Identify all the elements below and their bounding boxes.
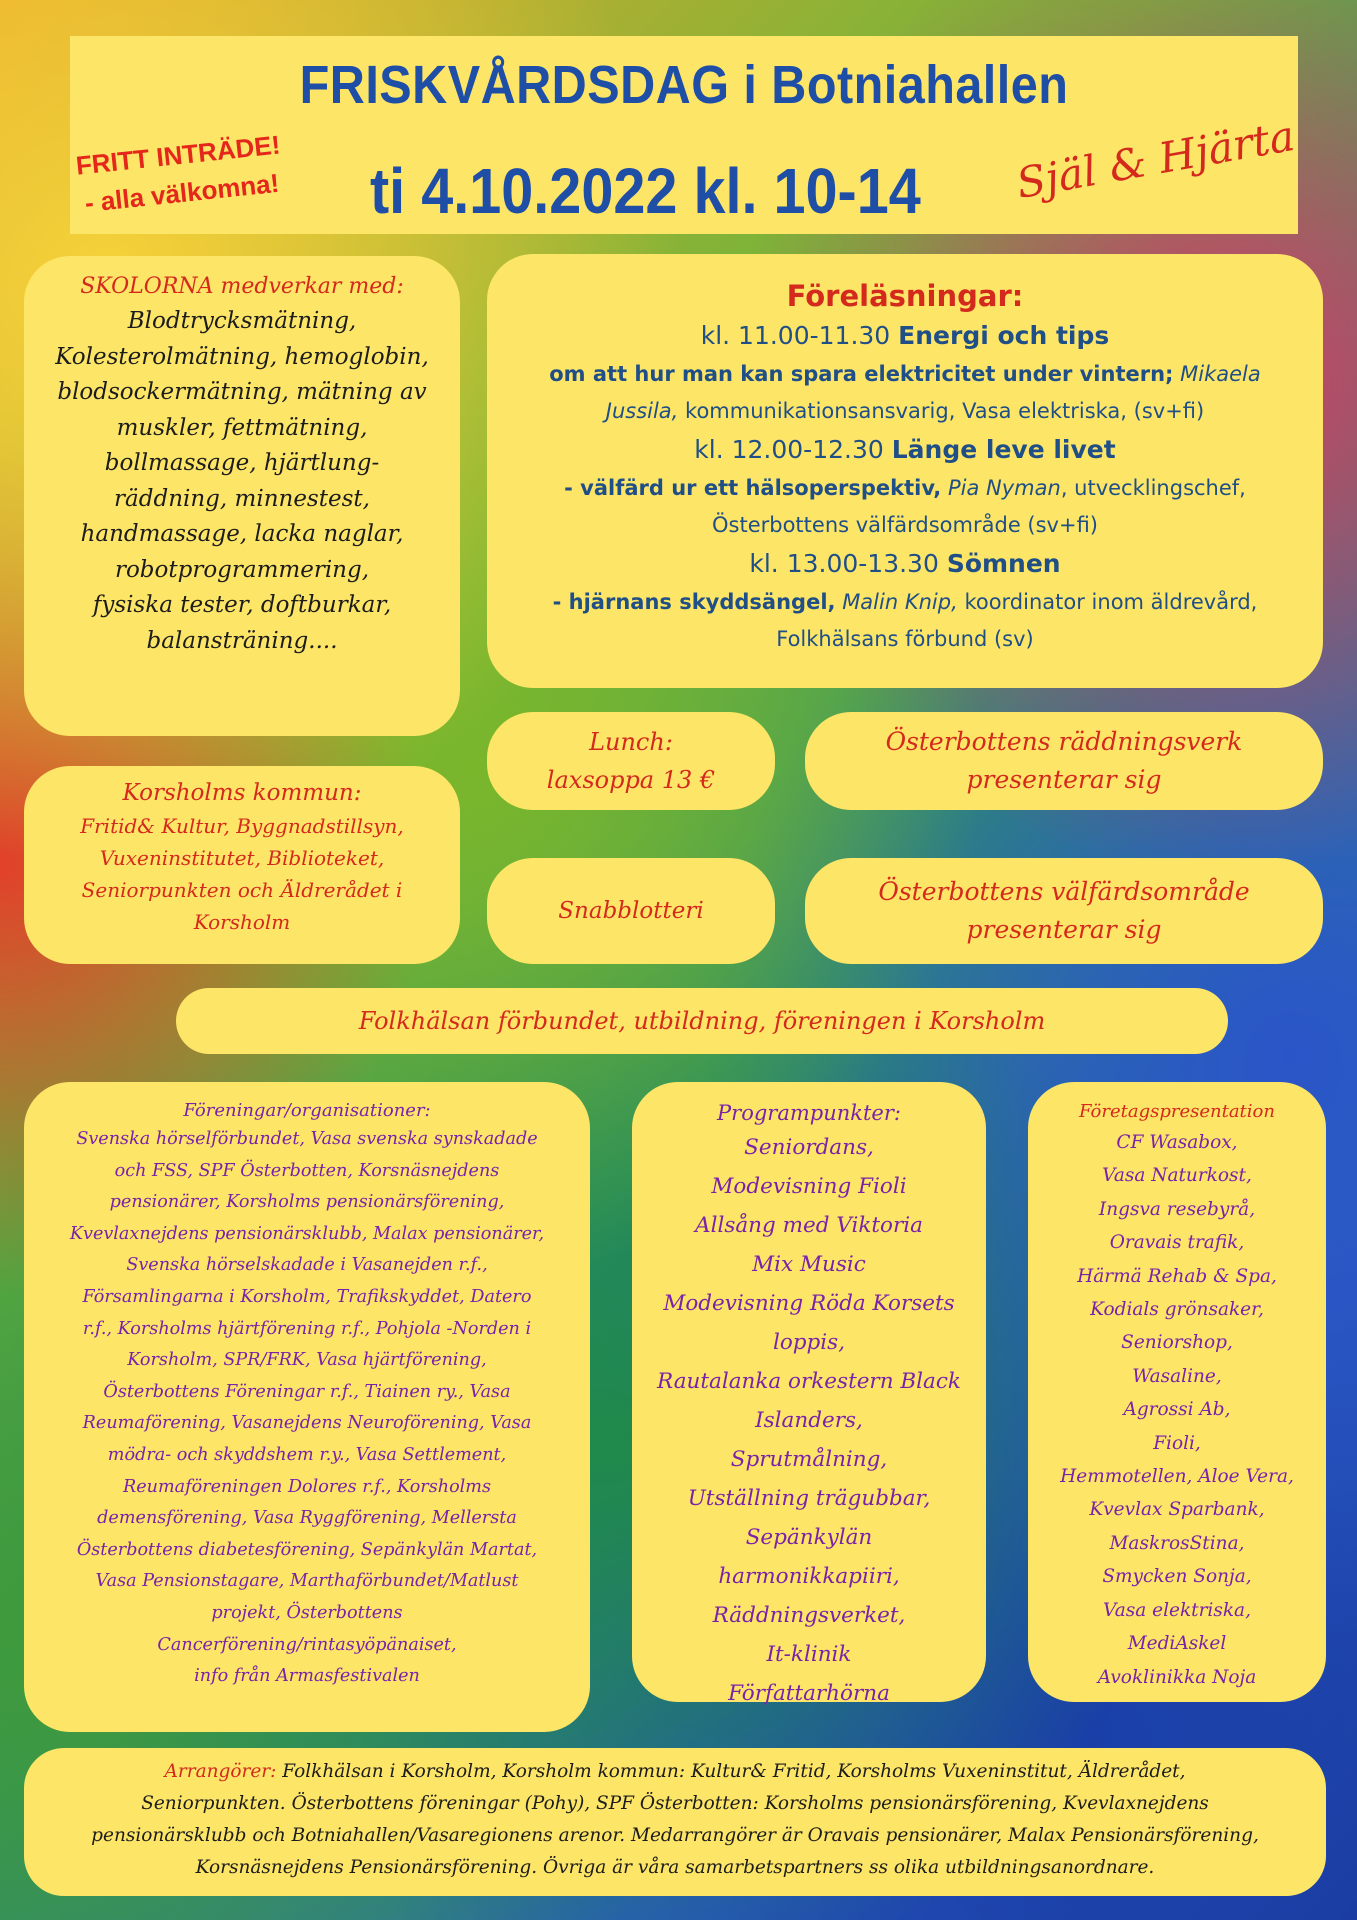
associations-line: Österbottens Föreningar r.f., Tiainen ry., Vasa <box>103 1381 511 1402</box>
associations-line: Vasa Pensionstagare, Marthaförbundet/Matlust <box>95 1571 519 1592</box>
program-item: Islanders, <box>755 1408 863 1433</box>
company-item: MediAskel <box>1127 1633 1227 1655</box>
lecture-speaker: Mikaela Jussila, <box>605 362 1261 423</box>
program-item: Utställning trägubbar, <box>687 1486 931 1511</box>
lecture-role: kommunikationsansvarig, Vasa elektriska, (sv+fi) <box>685 399 1205 423</box>
lecture-item <box>487 430 1323 544</box>
company-item: Fioli, <box>1153 1432 1201 1454</box>
korsholm-list <box>24 810 460 938</box>
lunch-box <box>487 712 775 810</box>
lecture-speaker: Pia Nyman <box>947 476 1061 500</box>
lottery-box <box>487 858 775 964</box>
rescue-service-line1: Österbottens räddningsverk <box>885 727 1243 756</box>
program-item: Allsång med Viktoria <box>695 1213 923 1238</box>
associations-list <box>24 1124 590 1693</box>
companies-list <box>1028 1126 1326 1694</box>
associations-line: Församlingarna i Korsholm, Trafikskyddet, Datero <box>82 1286 532 1307</box>
schools-item: handmassage, lacka naglar, <box>80 521 404 547</box>
korsholm-box <box>24 766 460 964</box>
associations-line: demensförening, Vasa Ryggförening, Mellersta <box>97 1508 517 1529</box>
lecture-item <box>487 316 1323 430</box>
folkhalsan-label: Folkhälsan förbundet, utbildning, föreningen i Korsholm <box>358 1007 1046 1035</box>
folkhalsan-box <box>176 988 1228 1054</box>
lecture-title: Länge leve livet <box>891 435 1116 464</box>
associations-line: mödra- och skyddshem r.y., Vasa Settlement, <box>107 1444 507 1465</box>
associations-line: Österbottens diabetesförening, Sepänkylän Martat, <box>76 1539 538 1560</box>
program-item: Författarhörna <box>728 1681 890 1706</box>
lecture-title: Sömnen <box>946 549 1061 578</box>
organizers-line: Folkhälsan i Korsholm, Korsholm kommun: Kultur& Fritid, Korsholms Vuxeninstitut, Äldrerådet, <box>282 1761 1186 1782</box>
lecture-role: , utvecklingschef, Österbottens välfärdsområde (sv+fi) <box>712 476 1246 537</box>
company-item: Kodials grönsaker, <box>1090 1299 1264 1321</box>
company-item: Hemmotellen, Aloe Vera, <box>1060 1466 1294 1488</box>
associations-line: Reumaföreningen Dolores r.f., Korsholms <box>122 1476 492 1497</box>
lecture-title: Energi och tips <box>898 321 1110 350</box>
program-item: Räddningsverket, <box>712 1603 906 1628</box>
schools-item: balansträning.... <box>146 627 338 654</box>
organizers-label: Arrangörer: <box>164 1761 277 1782</box>
schools-item: Kolesterolmätning, hemoglobin, <box>55 343 429 370</box>
company-item: Oravais trafik, <box>1109 1232 1245 1254</box>
schools-heading: SKOLORNA medverkar med: <box>80 274 404 299</box>
welfare-area-line2: presenterar sig <box>966 915 1162 944</box>
lecture-role: koordinator inom äldrevård, Folkhälsans förbund (sv) <box>776 590 1258 651</box>
lunch-menu: laxsoppa 13 € <box>546 766 716 794</box>
lecture-time: kl. 12.00-12.30 <box>694 435 884 464</box>
program-item: Sepänkylän <box>745 1525 873 1550</box>
associations-line: Cancerförening/rintasyöpänaiset, <box>157 1634 457 1655</box>
organizers-line: Seniorpunkten. Österbottens föreningar (Pohy), SPF Österbotten: Korsholms pensionärsförening, Kvevlaxnejdens <box>141 1793 1209 1814</box>
schools-box <box>24 256 460 736</box>
program-item: Sprutmålning, <box>730 1447 888 1472</box>
lecture-time: kl. 11.00-11.30 <box>700 321 891 350</box>
associations-line: och FSS, SPF Österbotten, Korsnäsnejdens <box>114 1160 500 1181</box>
company-item: Agrossi Ab, <box>1123 1399 1231 1421</box>
schools-item: robotprogrammering, <box>114 556 370 583</box>
program-item: It-klinik <box>766 1642 852 1667</box>
program-item: Modevisning Fioli <box>711 1174 907 1199</box>
schools-item: räddning, minnestest, <box>114 485 370 512</box>
organizers-line: pensionärsklubb och Botniahallen/Vasaregionens arenor. Medarrangörer är Oravais pensionärer, Malax Pensionärsförening, <box>91 1825 1259 1846</box>
associations-heading: Föreningar/organisationer: <box>183 1100 431 1121</box>
welfare-area-line1: Österbottens välfärdsområde <box>878 877 1250 906</box>
company-item: Kvevlax Sparbank, <box>1089 1499 1265 1521</box>
lecture-desc: - välfärd ur ett hälsoperspektiv, <box>564 476 942 500</box>
associations-line: Svenska hörselförbundet, Vasa svenska synskadade <box>76 1129 538 1149</box>
program-box <box>632 1082 986 1706</box>
schools-item: Blodtrycksmätning, <box>127 308 357 334</box>
company-item: Smycken Sonja, <box>1102 1566 1252 1588</box>
company-item: MaskrosStina, <box>1109 1532 1245 1554</box>
lecture-desc: om att hur man kan spara elektricitet under vintern; <box>549 362 1174 386</box>
program-item: loppis, <box>772 1330 846 1355</box>
welfare-area-box <box>805 858 1323 964</box>
schools-item: bollmassage, hjärtlung- <box>104 450 380 476</box>
associations-line: Reumaförening, Vasanejdens Neuroförening, Vasa <box>82 1413 532 1434</box>
program-heading: Programpunkter: <box>717 1101 901 1125</box>
associations-line: Korsholm, SPR/FRK, Vasa hjärtförening, <box>127 1350 487 1371</box>
program-item: Modevisning Röda Korsets <box>663 1291 955 1316</box>
event-date: ti 4.10.2022 kl. 10-14 <box>370 155 921 227</box>
program-item: harmonikkapiiri, <box>718 1564 900 1589</box>
schools-list <box>24 304 460 659</box>
company-item: Vasa Naturkost, <box>1102 1165 1252 1187</box>
companies-box <box>1028 1082 1326 1702</box>
organizers-line: Korsnäsnejdens Pensionärsförening. Övriga är våra samarbetspartners ss olika utbildningsanordnare. <box>195 1857 1155 1878</box>
company-item: Härmä Rehab & Spa, <box>1077 1265 1277 1287</box>
organizers-box <box>24 1748 1326 1896</box>
program-item: Rautalanka orkestern Black <box>657 1369 961 1394</box>
soul-heart-label: Själ & Hjärta <box>1012 110 1299 209</box>
lectures-heading: Föreläsningar: <box>786 279 1024 313</box>
korsholm-item: Seniorpunkten och Äldrerådet i <box>81 878 403 902</box>
lecture-desc: - hjärnans skyddsängel, <box>552 590 836 614</box>
associations-line: Kvevlaxnejdens pensionärsklubb, Malax pensionärer, <box>69 1223 545 1244</box>
company-item: Wasaline, <box>1132 1365 1222 1387</box>
program-item: Seniordans, <box>744 1135 874 1160</box>
company-item: Vasa elektriska, <box>1103 1599 1251 1621</box>
korsholm-item: Fritid& Kultur, Byggnadstillsyn, <box>80 814 404 838</box>
associations-line: r.f., Korsholms hjärtförening r.f., Pohjola -Norden i <box>82 1318 532 1339</box>
schools-item: muskler, fettmätning, <box>116 414 368 441</box>
korsholm-heading: Korsholms kommun: <box>122 780 362 806</box>
associations-line: projekt, Österbottens <box>211 1602 403 1623</box>
company-item: Seniorshop, <box>1121 1332 1233 1354</box>
korsholm-item: Korsholm <box>193 910 291 934</box>
free-entry-line2: - alla välkomna! <box>83 167 281 219</box>
company-item: Ingsva resebyrå, <box>1098 1198 1256 1220</box>
lectures-box <box>487 254 1323 688</box>
program-item: Mix Music <box>752 1252 866 1277</box>
rescue-service-box <box>805 712 1323 810</box>
associations-line: info från Armasfestivalen <box>194 1666 420 1687</box>
schools-item: blodsockermätning, mätning av <box>57 379 427 405</box>
associations-line: Svenska hörselskadade i Vasanejden r.f., <box>126 1255 488 1276</box>
lecture-item <box>487 544 1323 658</box>
companies-heading: Företagspresentation <box>1079 1101 1275 1122</box>
lunch-label: Lunch: <box>589 728 673 756</box>
associations-box <box>24 1082 590 1732</box>
company-item: Avoklinikka Noja <box>1097 1666 1257 1688</box>
korsholm-item: Vuxeninstitutet, Biblioteket, <box>99 846 385 870</box>
associations-line: pensionärer, Korsholms pensionärsförening, <box>109 1192 505 1213</box>
free-entry-line1: FRITT INTRÄDE! <box>74 129 282 181</box>
lecture-speaker: Malin Knip, <box>842 590 958 614</box>
program-list <box>632 1128 986 1713</box>
company-item: CF Wasabox, <box>1116 1132 1238 1153</box>
page-title: FRISKVÅRDSDAG i Botniahallen <box>299 55 1069 115</box>
rescue-service-line2: presenterar sig <box>966 765 1162 794</box>
lecture-time: kl. 13.00-13.30 <box>749 549 939 578</box>
lottery-label: Snabblotteri <box>558 898 704 924</box>
schools-item: fysiska tester, doftburkar, <box>92 592 392 618</box>
